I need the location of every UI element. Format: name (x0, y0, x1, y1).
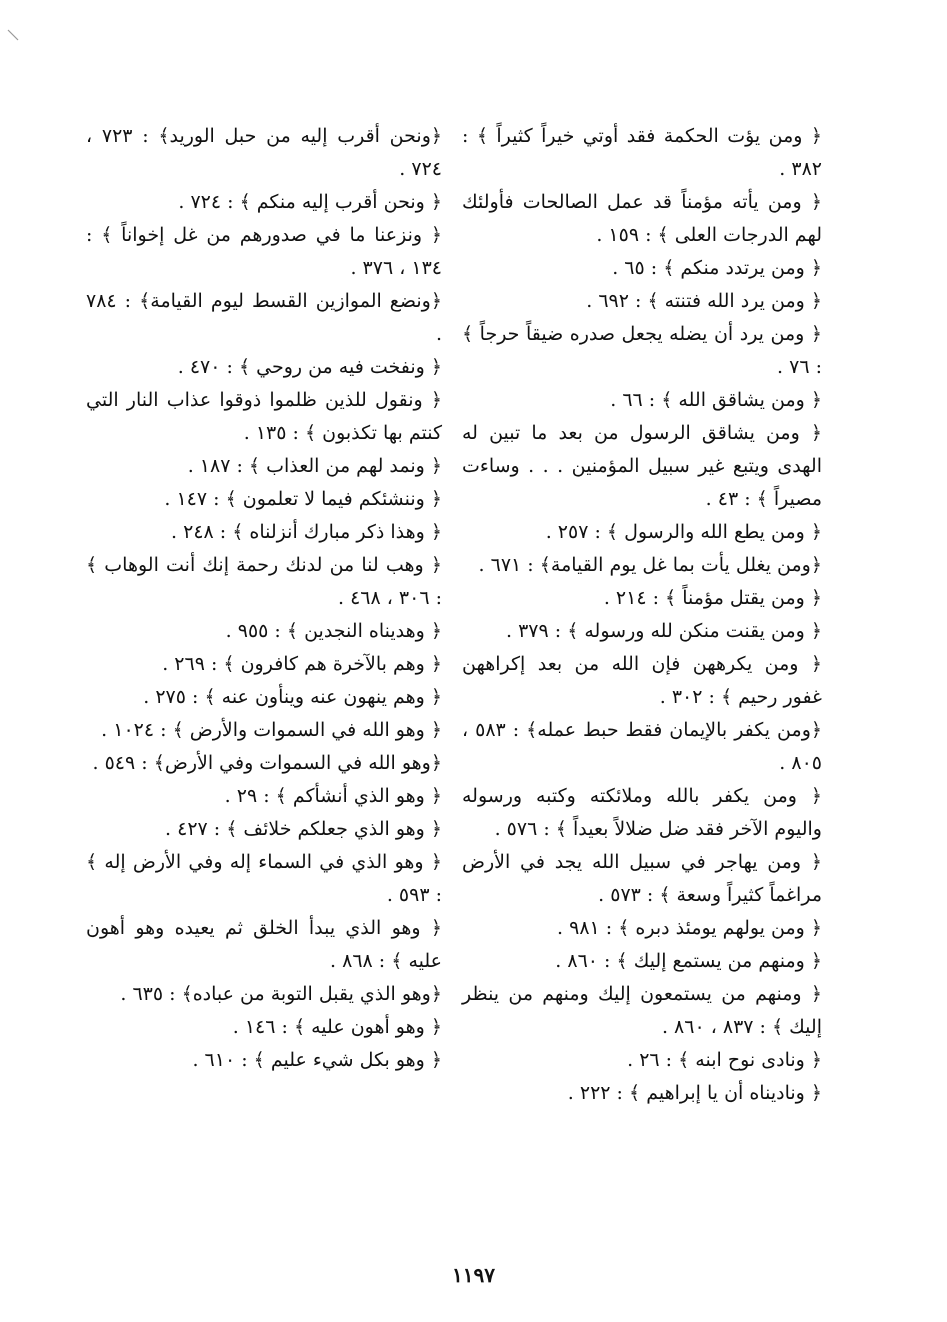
verse-text: ﴿ وهديناه النجدين ﴾ (286, 620, 442, 642)
index-entry (86, 714, 442, 747)
verse-text: ﴿ومن يكفر بالإيمان فقط حبط عمله﴾ (526, 719, 822, 741)
index-entry (462, 648, 822, 714)
index-entry (86, 912, 442, 978)
verse-text: ﴿ ومن يأته مؤمناً قد عمل الصالحات فأولئك لهم الدرجات العلى ﴾ (462, 191, 822, 246)
page-references: : ٥٧٦ . (494, 818, 550, 840)
page-number: ١١٩٧ (452, 1263, 495, 1287)
index-entry (86, 186, 442, 219)
page-references: : ٢١٤ . (603, 587, 659, 609)
index-entry (86, 978, 442, 1011)
index-entry (462, 978, 822, 1044)
verse-text: ﴿ونضع الموازين القسط ليوم القيامة﴾ (139, 290, 442, 312)
page-references: : ٤٢٧ . (165, 818, 221, 840)
index-entry (462, 285, 822, 318)
page-references: : ١٣٤ ، ٣٧٦ . (86, 224, 442, 279)
verse-text: ﴿ ومن يهاجر في سبيل الله يجد في الأرض مراغماً كثيراً وسعة ﴾ (462, 851, 822, 906)
page-references: : ١٥٩ . (596, 224, 652, 246)
verse-text: ﴿ ومن يؤت الحكمة فقد أوتي خيراً كثيراً ﴾ (476, 125, 822, 147)
page-references: : ٣٨٢ . (462, 125, 822, 180)
margin-tick-mark (6, 28, 20, 42)
index-entry (86, 1011, 442, 1044)
page-references: : ٥٨٣ ، ٨٠٥ . (462, 719, 822, 774)
index-entry (462, 186, 822, 252)
page-references: : ٧٦ . (777, 356, 822, 378)
page-references: : ٧٢٤ . (178, 191, 234, 213)
verse-text: ﴿ ونقول للذين ظلموا ذوقوا عذاب النار التي كنتم بها تكذبون ﴾ (86, 389, 442, 444)
page-references: : ٤٧٠ . (177, 356, 233, 378)
index-entry (462, 318, 822, 384)
verse-text: ﴿ وهو الذي جعلكم خلائف ﴾ (226, 818, 442, 840)
verse-text: ﴿ ومن يولهم يومئذ دبره ﴾ (618, 917, 822, 939)
page-references: : ٨٣٧ ، ٨٦٠ . (661, 1016, 766, 1038)
index-entry (462, 1044, 822, 1077)
page-references: : ٥٩٣ . (386, 884, 442, 906)
index-entry (86, 219, 442, 285)
page-references: : ٢٦٩ . (162, 653, 218, 675)
index-entry (86, 120, 442, 186)
page-references: : ٧٢٣ ، ٧٢٤ . (86, 125, 442, 180)
verse-text: ﴿ وهو الله في السموات والأرض ﴾ (172, 719, 442, 741)
index-entry (86, 846, 442, 912)
index-entry (86, 1044, 442, 1077)
index-entry (86, 483, 442, 516)
verse-text: ﴿ ونادى نوح ابنه ﴾ (678, 1049, 822, 1071)
index-entry (462, 120, 822, 186)
index-entry (462, 516, 822, 549)
page-references: : ٢٤٨ . (171, 521, 227, 543)
verse-text: ﴿ ونحن أقرب إليه منكم ﴾ (239, 191, 442, 213)
page-references: : ٢٦ . (627, 1049, 673, 1071)
page-references: : ٦٥ . (612, 257, 658, 279)
index-entry (462, 714, 822, 780)
index-entry (86, 516, 442, 549)
verse-text: ﴿ وهذا ذكر مبارك أنزلناه ﴾ (232, 521, 442, 543)
index-entry (86, 450, 442, 483)
index-entry (462, 252, 822, 285)
page-references: : ٩٨١ . (557, 917, 613, 939)
verse-text: ﴿ومن يغلل يأت بما غل يوم القيامة﴾ (539, 554, 822, 576)
verse-text: ﴿ وهو الذي في السماء إله وفي الأرض إله ﴾ (86, 851, 442, 873)
page-references: : ٥٧٣ . (598, 884, 654, 906)
page-references: : ٤٣ . (705, 488, 751, 510)
page-references: : ١٤٧ . (164, 488, 220, 510)
verse-text: ﴿ وننشئكم فيما لا تعلمون ﴾ (225, 488, 442, 510)
page-references: : ٦٧١ . (478, 554, 534, 576)
verse-text: ﴿ وهو بكل شيء عليم ﴾ (253, 1049, 442, 1071)
page-references: : ٣٠٦ ، ٤٦٨ . (337, 587, 442, 609)
index-entry (462, 912, 822, 945)
page-references: : ٣٠٢ . (659, 686, 715, 708)
index-entry (462, 1077, 822, 1110)
page-references: : ٨٦٠ . (555, 950, 611, 972)
page-references: : ٢٧٥ . (143, 686, 199, 708)
index-entry (86, 384, 442, 450)
page-references: : ٦٣٥ . (120, 983, 176, 1005)
index-entry (462, 780, 822, 846)
index-entry (462, 846, 822, 912)
page-references: : ٢٥٧ . (545, 521, 601, 543)
index-entry (462, 582, 822, 615)
verse-text: ﴿ وهب لنا من لدنك رحمة إنك أنت الوهاب ﴾ (86, 554, 442, 576)
index-entry (86, 549, 442, 615)
index-entry (86, 681, 442, 714)
page-references: : ٧٨٤ . (86, 290, 442, 345)
verse-text: ﴿ وهم ينهون عنه وينأون عنه ﴾ (204, 686, 442, 708)
verse-text: ﴿ وهو الذي يبدأ الخلق ثم يعيده وهو أهون عليه ﴾ (86, 917, 442, 972)
verse-text: ﴿ ومن يرد الله فتنته ﴾ (647, 290, 822, 312)
verse-text: ﴿ ومن يطع الله والرسول ﴾ (606, 521, 822, 543)
verse-text: ﴿ ونمد لهم من العذاب ﴾ (248, 455, 442, 477)
verse-text: ﴿ونحن أقرب إليه من حبل الوريد﴾ (158, 125, 442, 147)
page-references: : ١٣٥ . (243, 422, 299, 444)
verse-text: ﴿ وهو الذي أنشأكم ﴾ (275, 785, 442, 807)
verse-text: ﴿ ومن يقنت منكن لله ورسوله ﴾ (567, 620, 822, 642)
index-entry (86, 747, 442, 780)
index-entry (86, 615, 442, 648)
verse-text: ﴿ ومنهم من يستمعون إليك ومنهم من ينظر إليك ﴾ (462, 983, 822, 1038)
page-references: : ٦٦ . (610, 389, 656, 411)
verse-text: ﴿ ومن يرد أن يضله يجعل صدره ضيقاً حرجاً ﴾ (462, 323, 822, 345)
index-entry (462, 417, 822, 516)
verse-text: ﴿وهو الذي يقبل التوبة من عباده﴾ (181, 983, 442, 1005)
page-references: : ٨٦٨ . (330, 950, 386, 972)
page-references: : ٩٥٥ . (225, 620, 281, 642)
index-entry (462, 549, 822, 582)
index-entry (462, 945, 822, 978)
verse-text: ﴿ وهو أهون عليه ﴾ (293, 1016, 442, 1038)
page-references: : ٣٧٩ . (505, 620, 562, 642)
verse-text: ﴿وهو الله في السموات وفي الأرض﴾ (153, 752, 442, 774)
page-references: : ٦٩٢ . (586, 290, 642, 312)
page-references: : ٦١٠ . (192, 1049, 248, 1071)
page-references: : ٥٤٩ . (92, 752, 148, 774)
index-entry (462, 384, 822, 417)
verse-text: ﴿ ومن يكرههن فإن الله من بعد إكراههن غفور رحيم ﴾ (462, 653, 822, 708)
index-entry (86, 285, 442, 351)
page-references: : ٢٢٢ . (567, 1082, 623, 1104)
verse-text: ﴿ ومنهم من يستمع إليك ﴾ (616, 950, 822, 972)
verse-text: ﴿ ومن يقتل مؤمناً ﴾ (665, 587, 822, 609)
page-references: : ١٨٧ . (187, 455, 243, 477)
verse-text: ﴿ ومن يرتدد منكم ﴾ (663, 257, 822, 279)
verse-text: ﴿ وهم بالآخرة هم كافرون ﴾ (223, 653, 442, 675)
verse-text: ﴿ ونزعنا ما في صدورهم من غل إخواناً ﴾ (101, 224, 442, 246)
page-references: : ١٤٦ . (232, 1016, 288, 1038)
verse-text: ﴿ ومن يكفر بالله وملائكته وكتبه ورسوله واليوم الآخر فقد ضل ضلالاً بعيداً ﴾ (462, 785, 822, 840)
page-references: : ٢٩ . (224, 785, 270, 807)
verse-text: ﴿ وناديناه أن يا إبراهيم ﴾ (629, 1082, 822, 1104)
index-entry (462, 615, 822, 648)
verse-text: ﴿ ومن يشاقق الله ﴾ (661, 389, 822, 411)
index-column-left (86, 120, 442, 1077)
index-entry (86, 780, 442, 813)
index-column-right (462, 120, 822, 1110)
verse-text: ﴿ ومن يشاقق الرسول من بعد ما تبين له الهدى ويتبع غير سبيل المؤمنين . . . وساءت مصيراً ﴾ (462, 422, 822, 510)
index-entry (86, 813, 442, 846)
page-references: : ١٠٢٤ . (101, 719, 167, 741)
index-entry (86, 648, 442, 681)
index-entry (86, 351, 442, 384)
verse-text: ﴿ ونفخت فيه من روحي ﴾ (238, 356, 442, 378)
